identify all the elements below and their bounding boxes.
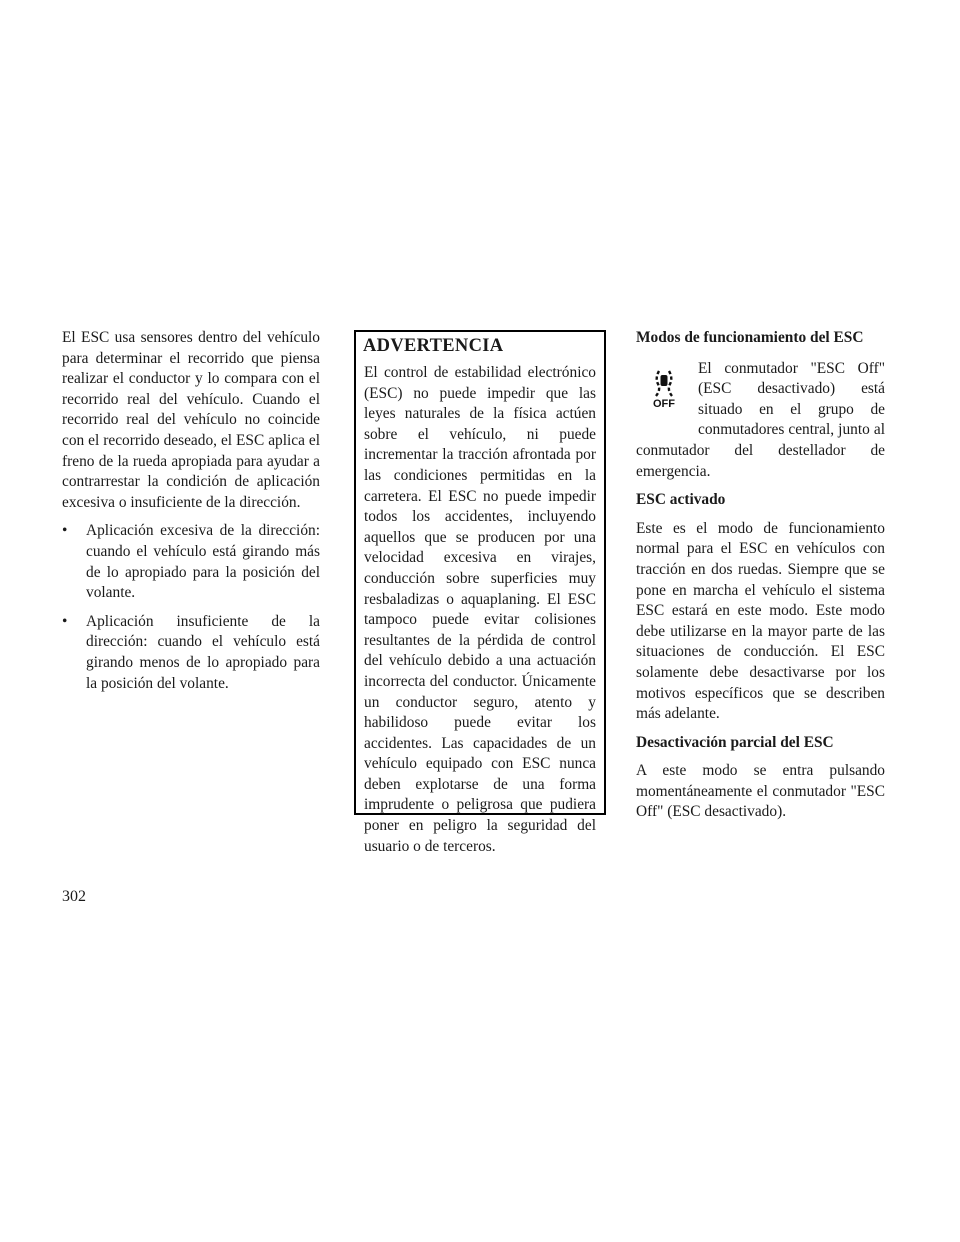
esc-off-icon-label: OFF (653, 397, 675, 409)
intro-paragraph: El ESC usa sensores dentro del vehículo para determinar el recorrido que piensa realizar el conductor y lo compara con el recorrido real del vehículo. Cuando el recorrido real del vehículo no coincide con el recorrido deseado, el ESC aplica el freno de la rueda apropiada para ayudar a contrarrestar la condición de aplicación excesiva o insuficiente de la dirección. (62, 329, 320, 511)
bullet-text: Aplicación excesiva de la dirección: cuando el vehículo está girando más de lo apropiado para la posición del volante. (86, 522, 320, 602)
bullet-marker: • (62, 522, 68, 540)
left-column (62, 328, 320, 702)
esc-on-text: Este es el modo de funcionamiento normal para el ESC en vehículos con tracción en dos ruedas. Siempre que se pone en marcha el vehículo el sistema ESC estará en este modo. Este modo debe utilizarse en la mayor parte de las situaciones de conducción. El ESC solamente debe desactivarse por los motivos específicos que se describen más adelante. (636, 519, 885, 723)
partial-off-heading: Desactivación parcial del ESC (636, 733, 834, 751)
esc-on-heading: ESC activado (636, 491, 726, 509)
switch-text: El conmutador "ESC Off" (ESC desactivado) está situado en el grupo de conmutadores central, junto al conmutador del destellador de emergencia. (636, 359, 885, 480)
warning-box (354, 330, 606, 855)
bullet-item-understeer (62, 612, 320, 694)
bullet-item-oversteer (62, 521, 320, 603)
partial-off-text: A este modo se entra pulsando momentáneamente el conmutador "ESC Off" (ESC desactivado). (636, 762, 885, 821)
modes-heading: Modos de funcionamiento del ESC (636, 329, 864, 346)
bullet-marker: • (62, 612, 68, 630)
warning-text: El control de estabilidad electrónico (ESC) no puede impedir que las leyes naturales de la física actúen sobre el vehículo, ni puede incrementar la tracción afrontada por las condiciones permitidas en la carretera. El ESC no puede impedir todos los accidentes, incluyendo aquellos que se producen por una velocidad excesiva en virajes, conducción sobre superficies muy resbaladizas o aquaplaning. El ESC tampoco puede evitar colisiones resultantes de la pérdida de control del vehículo debido a una actuación incorrecta del conductor. Únicamente un conductor seguro, atento y habilidoso puede evitar los accidentes. Las capacidades de un vehículo equipado con ESC nunca deben explotarse de una forma imprudente o peligrosa que pudiera poner en peligro la seguridad del usuario o de terceros. (364, 364, 596, 855)
steering-bullet-list (62, 521, 320, 694)
page-number: 302 (62, 888, 86, 905)
esc-off-icon (636, 359, 692, 437)
right-column (636, 328, 885, 831)
switch-paragraph (636, 359, 885, 483)
bullet-text: Aplicación insuficiente de la dirección: cuando el vehículo está girando menos de lo apropiado para la posición del volante. (86, 612, 320, 692)
warning-title: ADVERTENCIA (363, 336, 504, 356)
